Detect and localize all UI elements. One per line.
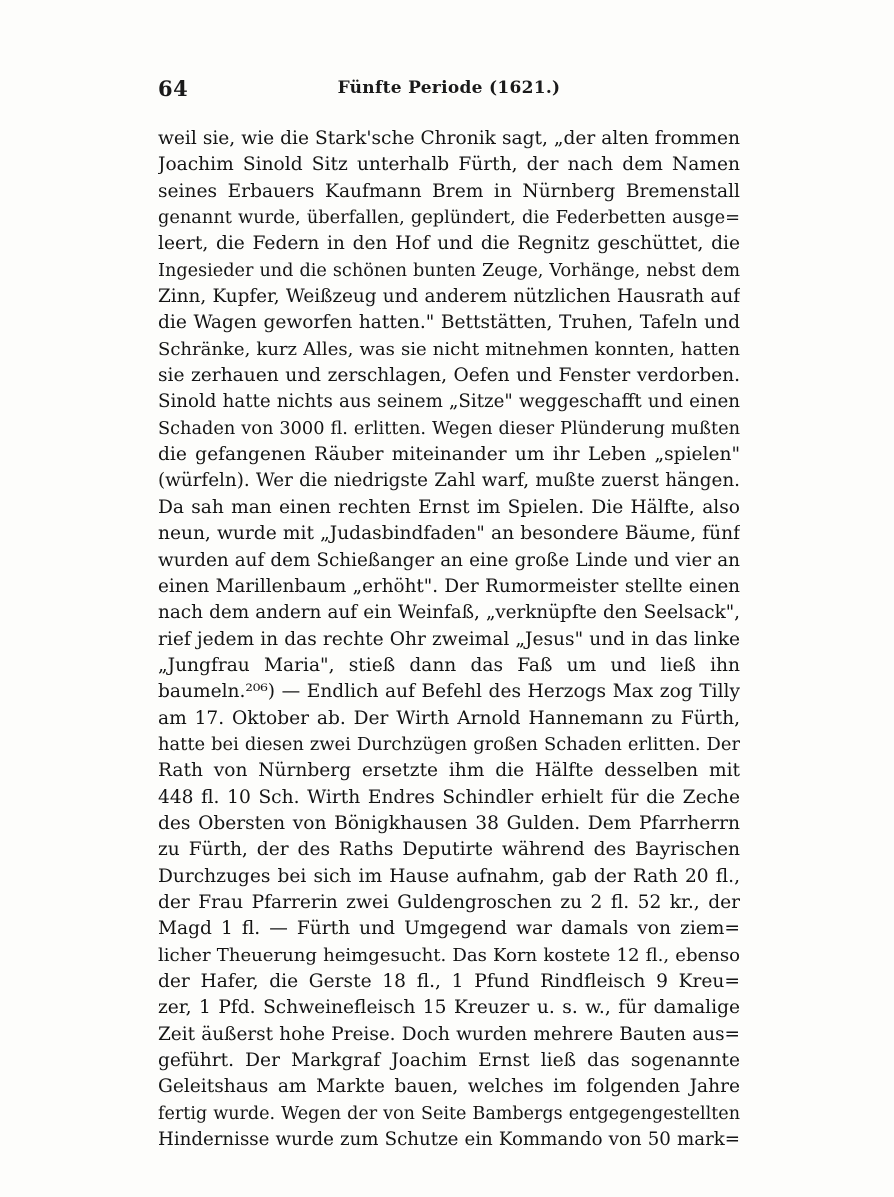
- text-line: nach dem andern auf ein Weinfaß, „verknüpfte den Seelsack",: [158, 602, 740, 624]
- text-line: 448 fl. 10 Sch. Wirth Endres Schindler erhielt für die Zeche: [158, 786, 740, 808]
- text-line: Hindernisse wurde zum Schutze ein Kommando von 50 mark=: [158, 1129, 740, 1151]
- text-line: einen Marillenbaum „erhöht". Der Rumormeister stellte einen: [158, 575, 740, 597]
- text-line: neun, wurde mit „Judasbindfaden" an besondere Bäume, fünf: [158, 523, 740, 545]
- text-line: am 17. Oktober ab. Der Wirth Arnold Hannemann zu Fürth,: [158, 707, 740, 729]
- text-line: der Frau Pfarrerin zwei Guldengroschen zu 2 fl. 52 kr., der: [158, 891, 740, 913]
- text-line: rief jedem in das rechte Ohr zweimal „Jesus" und in das linke: [158, 628, 740, 650]
- text-line: fertig wurde. Wegen der von Seite Bambergs entgegengestellten: [158, 1103, 740, 1124]
- text-line: seines Erbauers Kaufmann Brem in Nürnberg Bremenstall: [158, 180, 740, 202]
- text-line: geführt. Der Markgraf Joachim Ernst ließ das sogenannte: [158, 1050, 740, 1072]
- text-line: zer, 1 Pfd. Schweinefleisch 15 Kreuzer u. s. w., für damalige: [158, 997, 740, 1019]
- page-header: [158, 76, 740, 106]
- text-line: leert, die Federn in den Hof und die Regnitz geschüttet, die: [158, 233, 740, 255]
- text-line: zu Fürth, der des Raths Deputirte während des Bayrischen: [158, 839, 740, 861]
- text-line: Sinold hatte nichts aus seinem „Sitze" weggeschafft und einen: [158, 391, 740, 413]
- text-line: Schaden von 3000 fl. erlitten. Wegen dieser Plünderung mußten: [158, 418, 740, 439]
- text-line: Schränke, kurz Alles, was sie nicht mitnehmen konnten, hatten: [158, 338, 740, 360]
- text-line: (würfeln). Wer die niedrigste Zahl warf, mußte zuerst hängen.: [158, 470, 740, 492]
- text-line: Durchzuges bei sich im Hause aufnahm, gab der Rath 20 fl.,: [158, 865, 740, 887]
- text-line: die Wagen geworfen hatten." Bettstätten, Truhen, Tafeln und: [158, 312, 740, 334]
- page-number: 64: [158, 76, 189, 101]
- text-line: licher Theuerung heimgesucht. Das Korn kostete 12 fl., ebenso: [158, 944, 740, 966]
- text-line: wurden auf dem Schießanger an eine große Linde und vier an: [158, 549, 740, 571]
- text-line: Zinn, Kupfer, Weißzeug und anderem nützlichen Hausrath auf: [158, 286, 740, 308]
- text-line: des Obersten von Bönigkhausen 38 Gulden. Dem Pfarrherrn: [158, 812, 740, 834]
- text-line: der Hafer, die Gerste 18 fl., 1 Pfund Rindfleisch 9 Kreu=: [158, 971, 740, 992]
- text-line: Ingesieder und die schönen bunten Zeuge, Vorhänge, nebst dem: [158, 260, 740, 281]
- text-line: Magd 1 fl. — Fürth und Umgegend war damals von ziem=: [158, 918, 740, 940]
- text-line: sie zerhauen und zerschlagen, Oefen und Fenster verdorben.: [158, 365, 740, 387]
- body-text: [158, 126, 740, 1153]
- text-line: die gefangenen Räuber miteinander um ihr Leben „spielen": [158, 444, 740, 466]
- text-line: baumeln.²⁰⁶) — Endlich auf Befehl des Herzogs Max zog Tilly: [158, 681, 740, 703]
- text-line: „Jungfrau Maria", stieß dann das Faß um und ließ ihn: [158, 654, 740, 676]
- text-line: genannt wurde, überfallen, geplündert, die Federbetten ausge=: [158, 208, 740, 229]
- text-line: Zeit äußerst hohe Preise. Doch wurden mehrere Bauten aus=: [158, 1023, 740, 1045]
- text-line: weil sie, wie die Stark'sche Chronik sagt, „der alten frommen: [158, 128, 740, 149]
- running-title: Fünfte Periode (1621.): [337, 78, 561, 98]
- text-line: Geleitshaus am Markte bauen, welches im folgenden Jahre: [158, 1076, 740, 1098]
- text-line: hatte bei diesen zwei Durchzügen großen Schaden erlitten. Der: [158, 733, 740, 755]
- text-line: Joachim Sinold Sitz unterhalb Fürth, der nach dem Namen: [158, 154, 740, 176]
- text-line: Rath von Nürnberg ersetzte ihm die Hälfte desselben mit: [158, 760, 740, 782]
- text-line: Da sah man einen rechten Ernst im Spielen. Die Hälfte, also: [158, 496, 740, 518]
